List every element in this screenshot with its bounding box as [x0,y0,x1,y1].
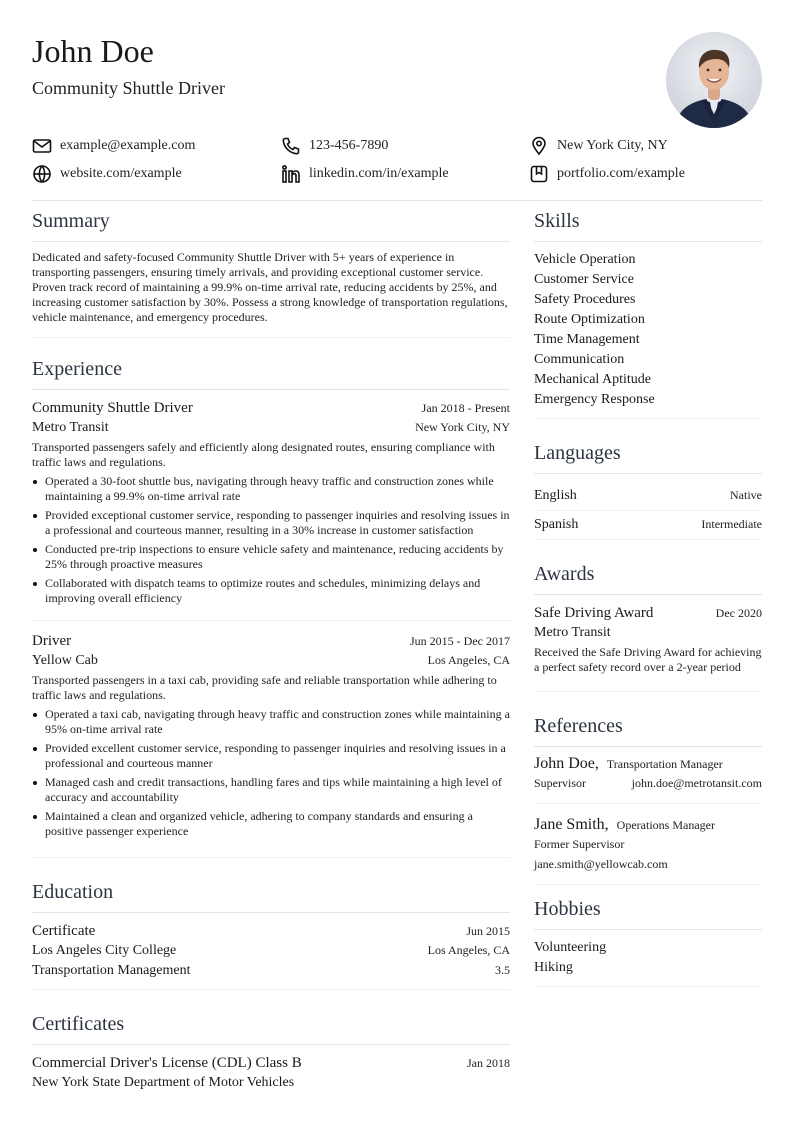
job-description: Transported passengers in a taxi cab, providing safe and reliable transportation while adhering to traffic laws and regulations. [32,673,497,702]
job-company: Yellow Cab [32,653,98,668]
reference-relation: Supervisor [534,776,586,790]
location-text: New York City, NY [557,138,668,153]
job-date: Jun 2015 - Dec 2017 [410,634,510,648]
experience-item [32,631,510,853]
job-title: Driver [32,633,72,649]
website-text: website.com/example [60,166,182,181]
globe-icon [32,164,52,184]
summary-section [32,207,510,338]
education-gpa: 3.5 [495,963,510,977]
location-pin-icon [529,136,549,156]
profile-photo [666,32,762,128]
side-column [534,207,762,1007]
skill-item: Time Management [534,332,640,347]
experience-item [32,398,510,621]
skill-item: Mechanical Aptitude [534,372,652,387]
certificate-name: Commercial Driver's License (CDL) Class B [32,1055,302,1071]
reference-position: Operations Manager [616,818,715,832]
linkedin-icon [281,164,301,184]
education-date: Jun 2015 [466,924,510,938]
contact-email[interactable] [32,136,195,156]
reference-relation: Former Supervisor [534,837,625,851]
job-location: New York City, NY [415,420,510,434]
language-row [534,482,762,511]
education-field: Transportation Management [32,963,191,978]
skill-item: Vehicle Operation [534,252,636,267]
reference-position: Transportation Manager [606,757,723,771]
certificates-heading: Certificates [32,1010,510,1045]
skills-heading: Skills [534,207,762,242]
contact-linkedin[interactable] [281,164,449,184]
award-description: Received the Safe Driving Award for achieving a perfect safety record over a 2-year period [534,645,762,674]
contact-website[interactable] [32,164,182,184]
contact-phone[interactable] [281,136,388,156]
contact-portfolio[interactable] [529,164,685,184]
reference-item [534,755,762,804]
skill-item: Route Optimization [534,312,645,327]
language-level: Native [730,488,762,502]
certificate-date: Jan 2018 [467,1056,510,1070]
job-bullet: Maintained a clean and organized vehicle, adhering to company standards and ensuring a positive passenger experience [32,809,510,839]
awards-heading: Awards [534,560,762,595]
job-location: Los Angeles, CA [427,653,510,667]
hobby-item: Volunteering [534,940,607,955]
education-location: Los Angeles, CA [427,943,510,957]
job-company: Metro Transit [32,420,109,435]
portfolio-icon [529,164,549,184]
summary-text: Dedicated and safety-focused Community Shuttle Driver with 5+ years of experience in transporting passengers, ensuring timely arrivals, and providing exceptional customer service. Proven track record of maintaining a 99.9% on-time arrival rate, reducing accidents by 25%, and increasing customer satisfaction by 30%. Possess a strong knowledge of transportation regulations, vehicle maintenance, and emergency procedures. [32,250,508,324]
skill-item: Customer Service [534,272,634,287]
job-bullets [32,474,510,606]
language-name: English [534,488,577,503]
award-org: Metro Transit [534,625,611,640]
language-row [534,511,762,540]
summary-heading: Summary [32,207,510,242]
skill-item: Emergency Response [534,392,655,407]
reference-name: John Doe, [534,755,599,772]
job-description: Transported passengers safely and efficiently along designated routes, ensuring compliance with traffic laws and regulations. [32,440,495,469]
languages-section [534,439,762,540]
references-heading: References [534,712,762,747]
main-column [32,207,510,1093]
email-text: example@example.com [60,138,196,153]
languages-heading: Languages [534,439,762,474]
language-level: Intermediate [701,517,762,531]
education-heading: Education [32,878,510,913]
job-bullet: Collaborated with dispatch teams to optimize routes and schedules, minimizing delays and improving overall efficiency [32,576,510,606]
reference-email[interactable]: john.doe@metrotansit.com [631,776,762,790]
job-bullet: Provided excellent customer service, responding to passenger inquiries and resolving issues in a professional and courteous manner [32,741,510,771]
skill-item: Safety Procedures [534,292,636,307]
job-bullets [32,707,510,839]
education-school: Los Angeles City College [32,943,177,958]
language-name: Spanish [534,517,579,532]
certificate-issuer: New York State Department of Motor Vehicles [32,1075,295,1090]
education-degree: Certificate [32,923,96,939]
education-section [32,878,510,990]
award-title: Safe Driving Award [534,605,654,621]
contact-location [529,136,668,156]
job-title: Community Shuttle Driver [32,400,193,416]
header-divider [32,200,762,201]
phone-icon [281,136,301,156]
job-bullet: Provided exceptional customer service, responding to passenger inquiries and resolving issues in a professional and courteous manner, resulting in a 30% increase in customer satisfaction [32,508,510,538]
experience-section [32,355,510,858]
experience-heading: Experience [32,355,510,390]
candidate-title: Community Shuttle Driver [32,78,225,98]
reference-name: Jane Smith, [534,816,609,833]
hobby-item: Hiking [534,960,573,975]
certificates-section [32,1010,510,1093]
job-bullet: Conducted pre-trip inspections to ensure vehicle safety and maintenance, reducing accidents by 25% through proactive measures [32,542,510,572]
job-bullet: Operated a 30-foot shuttle bus, navigating through heavy traffic and construction zones while maintaining a 99.9% on-time arrival rate [32,474,510,504]
references-section [534,712,762,885]
portfolio-text: portfolio.com/example [557,166,685,181]
job-date: Jan 2018 - Present [421,401,510,415]
reference-item [534,814,762,885]
hobbies-section [534,895,762,987]
job-bullet: Managed cash and credit transactions, handling fares and tips while maintaining a high level of accuracy and accountability [32,775,510,805]
profile-photo-illustration [666,32,762,128]
reference-email[interactable]: jane.smith@yellowcab.com [534,857,668,871]
resume-header [32,30,762,130]
linkedin-text: linkedin.com/in/example [309,166,449,181]
mail-icon [32,136,52,156]
awards-section [534,560,762,692]
candidate-name: John Doe [32,33,154,69]
award-date: Dec 2020 [715,606,762,620]
job-bullet: Operated a taxi cab, navigating through heavy traffic and construction zones while maintaining a 95% on-time arrival rate [32,707,510,737]
skill-item: Communication [534,352,625,367]
skills-section [534,207,762,419]
hobbies-heading: Hobbies [534,895,762,930]
phone-text: 123-456-7890 [309,138,389,153]
